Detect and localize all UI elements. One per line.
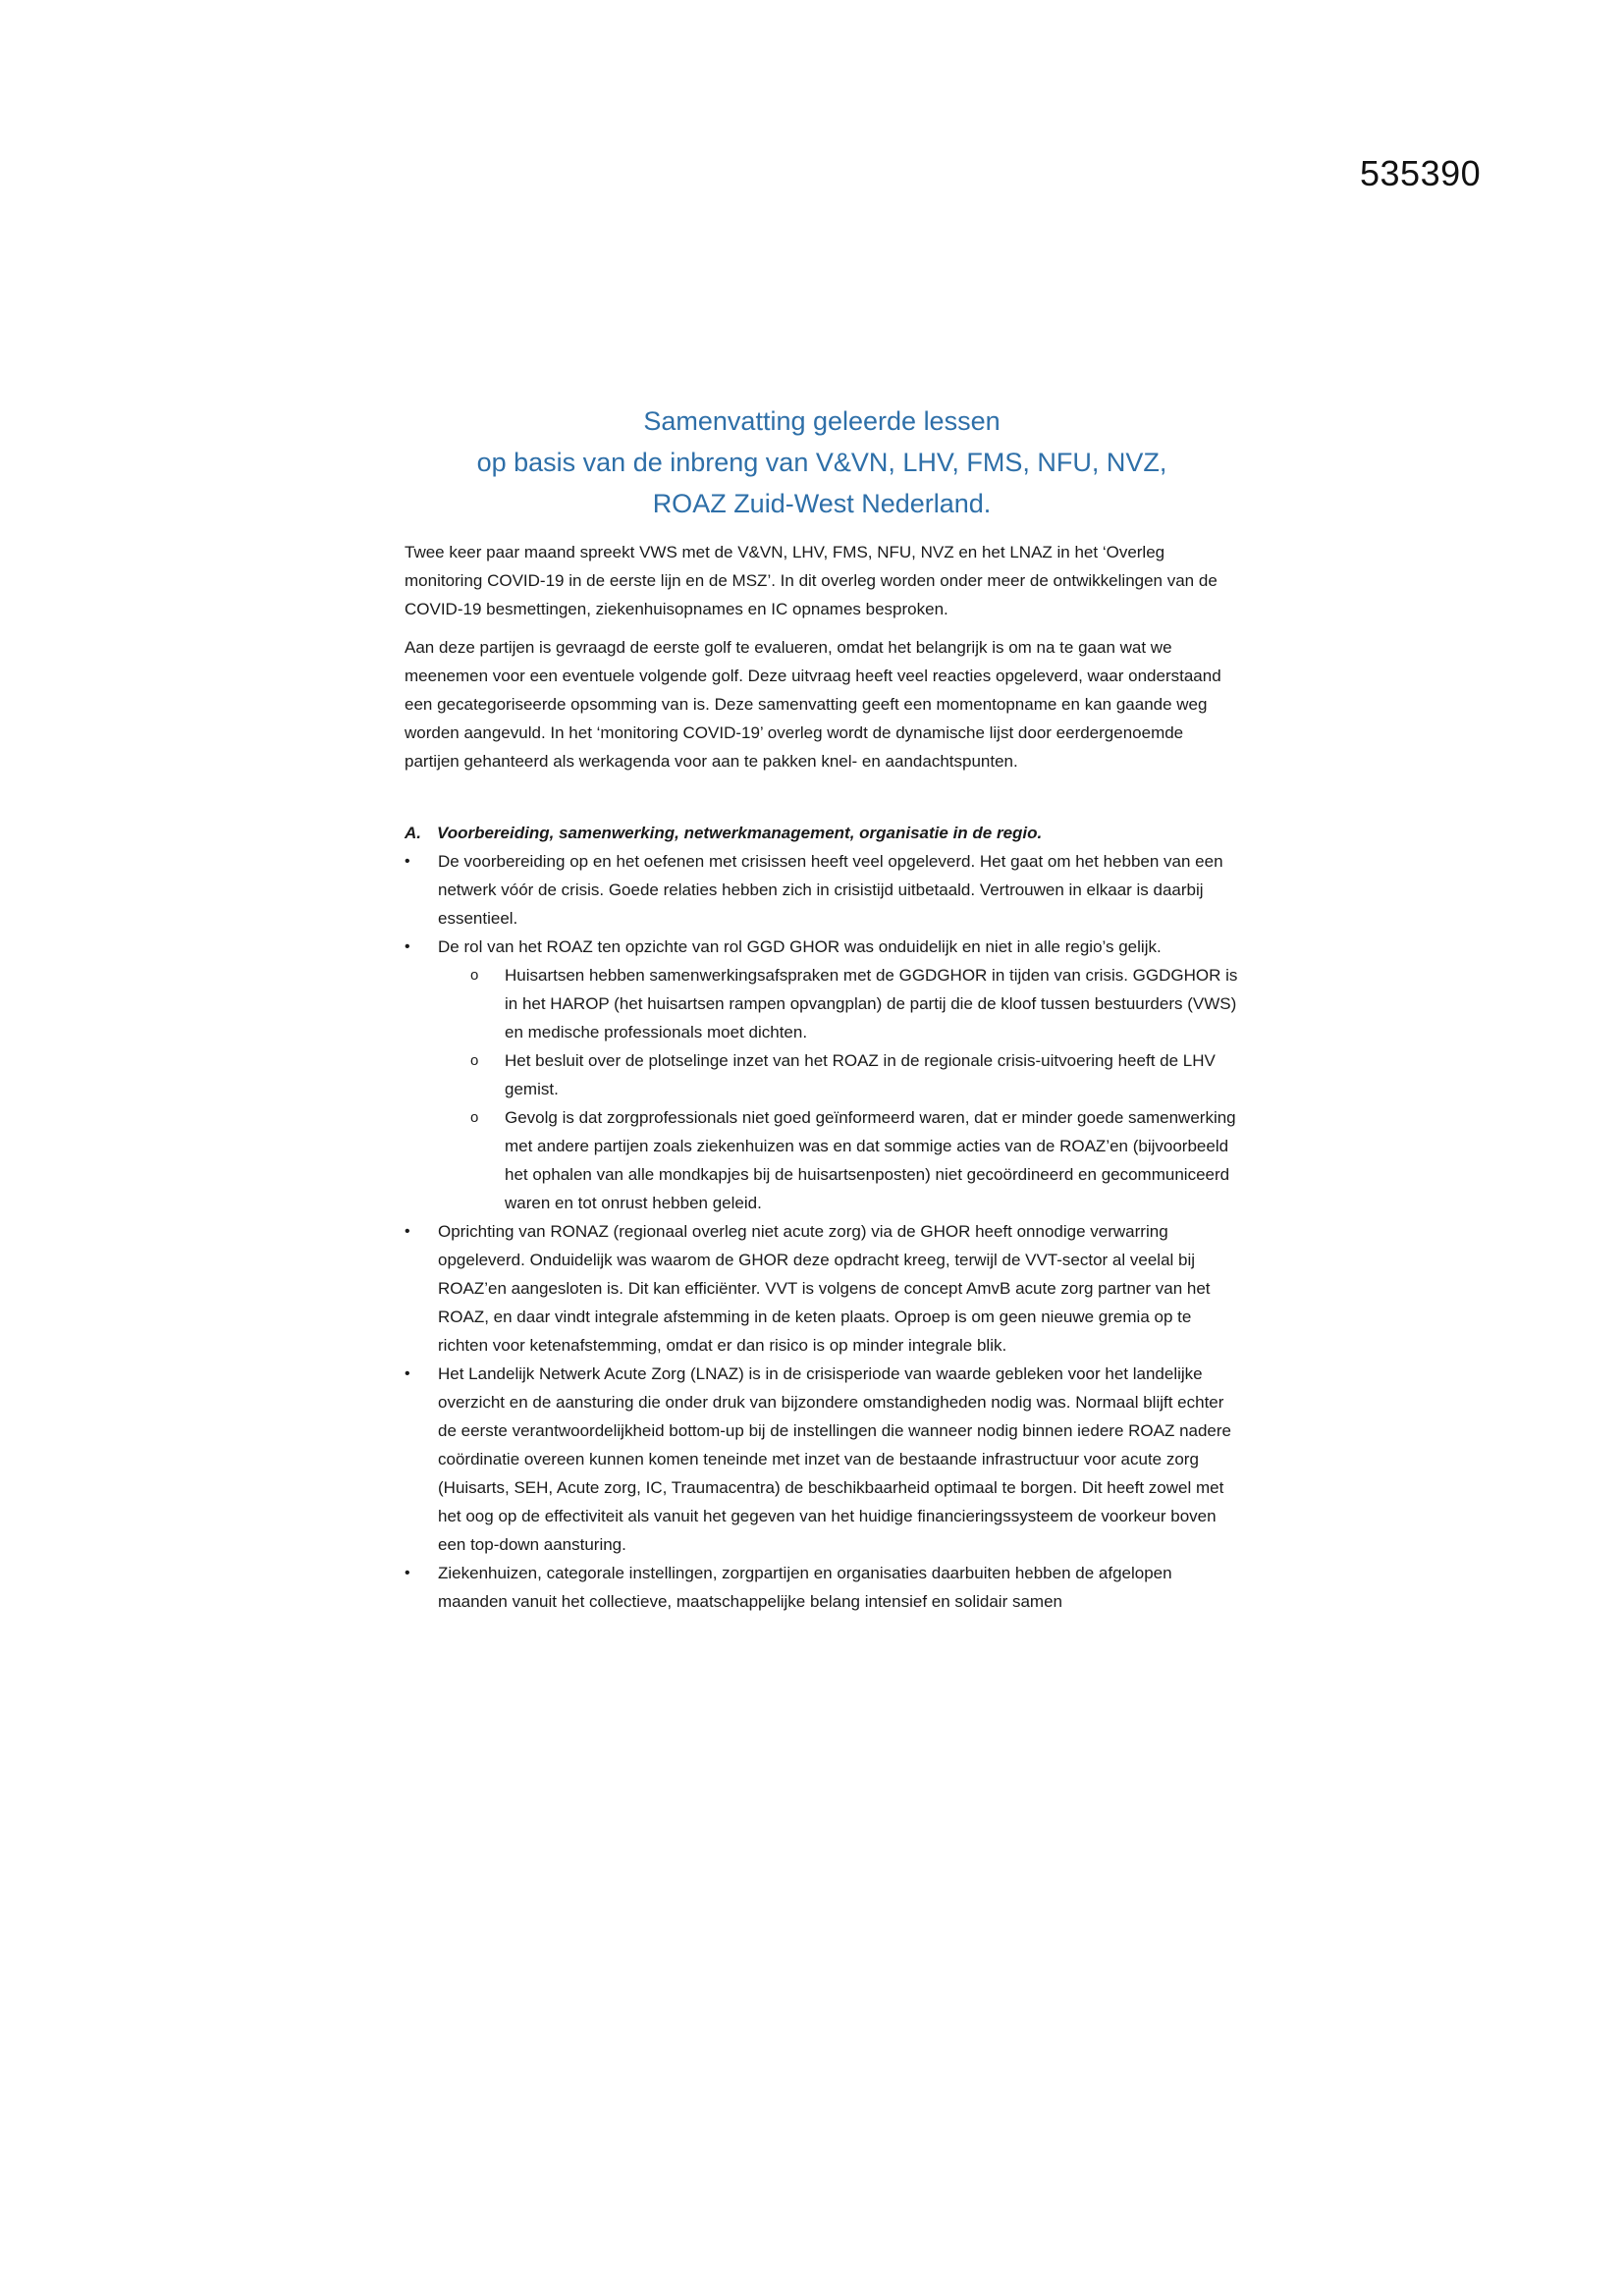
bullet-list — [405, 847, 1239, 1616]
section-letter: A. — [405, 824, 421, 842]
title-line-1: Samenvatting geleerde lessen — [643, 406, 1001, 436]
bullet-icon: • — [405, 1223, 410, 1240]
list-item — [405, 933, 1239, 1217]
list-item-text: De rol van het ROAZ ten opzichte van rol GGD GHOR was onduidelijk en niet in alle regio’s gelijk. — [438, 937, 1162, 956]
sub-list-item-text: Het besluit over de plotselinge inzet van het ROAZ in de regionale crisis-uitvoering heeft de LHV gemist. — [505, 1051, 1216, 1098]
sub-list-item-text: Huisartsen hebben samenwerkingsafspraken met de GGDGHOR in tijden van crisis. GGDGHOR is in het HAROP (het huisartsen rampen opvangplan) de partij die de kloof tussen bestuurders (VWS) en medische professionals moet dichten. — [505, 966, 1238, 1041]
document-title — [405, 400, 1239, 524]
bullet-icon: • — [405, 938, 410, 955]
list-item — [405, 1217, 1239, 1360]
title-line-3: ROAZ Zuid-West Nederland. — [652, 489, 992, 518]
title-line-2: op basis van de inbreng van V&VN, LHV, FMS, NFU, NVZ, — [476, 448, 1167, 477]
bullet-icon: • — [405, 1365, 410, 1382]
intro-paragraph: Twee keer paar maand spreekt VWS met de V&VN, LHV, FMS, NFU, NVZ en het LNAZ in het ‘Overleg monitoring COVID-19 in de eerste lijn en de MSZ’. In dit overleg worden onder meer de ontwikkelingen van de COVID-19 besmettingen, ziekenhuisopnames en IC opnames besproken. — [405, 543, 1218, 618]
bullet-icon: • — [405, 1565, 410, 1581]
context-paragraph: Aan deze partijen is gevraagd de eerste golf te evalueren, omdat het belangrijk is om na te gaan wat we meenemen voor een eventuele volgende golf. Deze uitvraag heeft veel reacties opgeleverd, waar onderstaand een gecategoriseerde opsomming van is. Deze samenvatting geeft een momentopname en kan gaande weg worden aangevuld. In het ‘monitoring COVID-19’ overleg wordt de dynamische lijst door eerdergenoemde partijen gehanteerd als werkagenda voor aan te pakken knel- en aandachtspunten. — [405, 638, 1221, 771]
section-heading — [405, 819, 1239, 847]
sub-list-item — [438, 961, 1239, 1046]
list-item — [405, 847, 1239, 933]
list-item-text: Het Landelijk Netwerk Acute Zorg (LNAZ) is in de crisisperiode van waarde gebleken voor het landelijke overzicht en de aansturing die onder druk van bijzondere omstandigheden nodig was. Normaal blijft echter de eerste verantwoordelijkheid bottom-up bij de instellingen die wanneer nodig binnen iedere ROAZ nadere coördinatie overeen kunnen komen teneinde met inzet van de bestaande infrastructuur voor acute zorg (Huisarts, SEH, Acute zorg, IC, Traumacentra) de beschikbaarheid optimaal te borgen. Dit heeft zowel met het oog op de effectiviteit als vanuit het gegeven van het huidige financieringssysteem de voorkeur boven een top-down aansturing. — [438, 1364, 1232, 1554]
sub-list-item-text: Gevolg is dat zorgprofessionals niet goed geïnformeerd waren, dat er minder goede samenwerking met andere partijen zoals ziekenhuizen was en dat sommige acties van de ROAZ’en (bijvoorbeeld het ophalen van alle mondkapjes bij de huisartsenposten) niet gecoördineerd en gecommuniceerd waren en tot onrust hebben geleid. — [505, 1108, 1236, 1212]
circle-bullet-icon: o — [470, 1052, 479, 1069]
bullet-icon: • — [405, 853, 410, 870]
sub-list-item — [438, 1103, 1239, 1217]
sub-list — [438, 961, 1239, 1217]
document-number: 535390 — [1360, 153, 1482, 193]
list-item-text: Ziekenhuizen, categorale instellingen, zorgpartijen en organisaties daarbuiten hebben de afgelopen maanden vanuit het collectieve, maatschappelijke belang intensief en solidair samen — [438, 1564, 1172, 1611]
circle-bullet-icon: o — [470, 1109, 479, 1126]
circle-bullet-icon: o — [470, 967, 479, 984]
document-body — [405, 400, 1239, 1616]
section-heading-text: Voorbereiding, samenwerking, netwerkmanagement, organisatie in de regio. — [437, 824, 1043, 842]
list-item-text: De voorbereiding op en het oefenen met crisissen heeft veel opgeleverd. Het gaat om het hebben van een netwerk vóór de crisis. Goede relaties hebben zich in crisistijd uitbetaald. Vertrouwen in elkaar is daarbij essentieel. — [438, 852, 1223, 928]
list-item — [405, 1559, 1239, 1616]
sub-list-item — [438, 1046, 1239, 1103]
list-item — [405, 1360, 1239, 1559]
list-item-text: Oprichting van RONAZ (regionaal overleg niet acute zorg) via de GHOR heeft onnodige verwarring opgeleverd. Onduidelijk was waarom de GHOR deze opdracht kreeg, terwijl de VVT-sector al veelal bij ROAZ’en aangesloten is. Dit kan efficiënter. VVT is volgens de concept AmvB acute zorg partner van het ROAZ, en daar vindt integrale afstemming in de keten plaats. Oproep is om geen nieuwe gremia op te richten voor ketenafstemming, omdat er dan risico is op minder integrale blik. — [438, 1222, 1211, 1355]
